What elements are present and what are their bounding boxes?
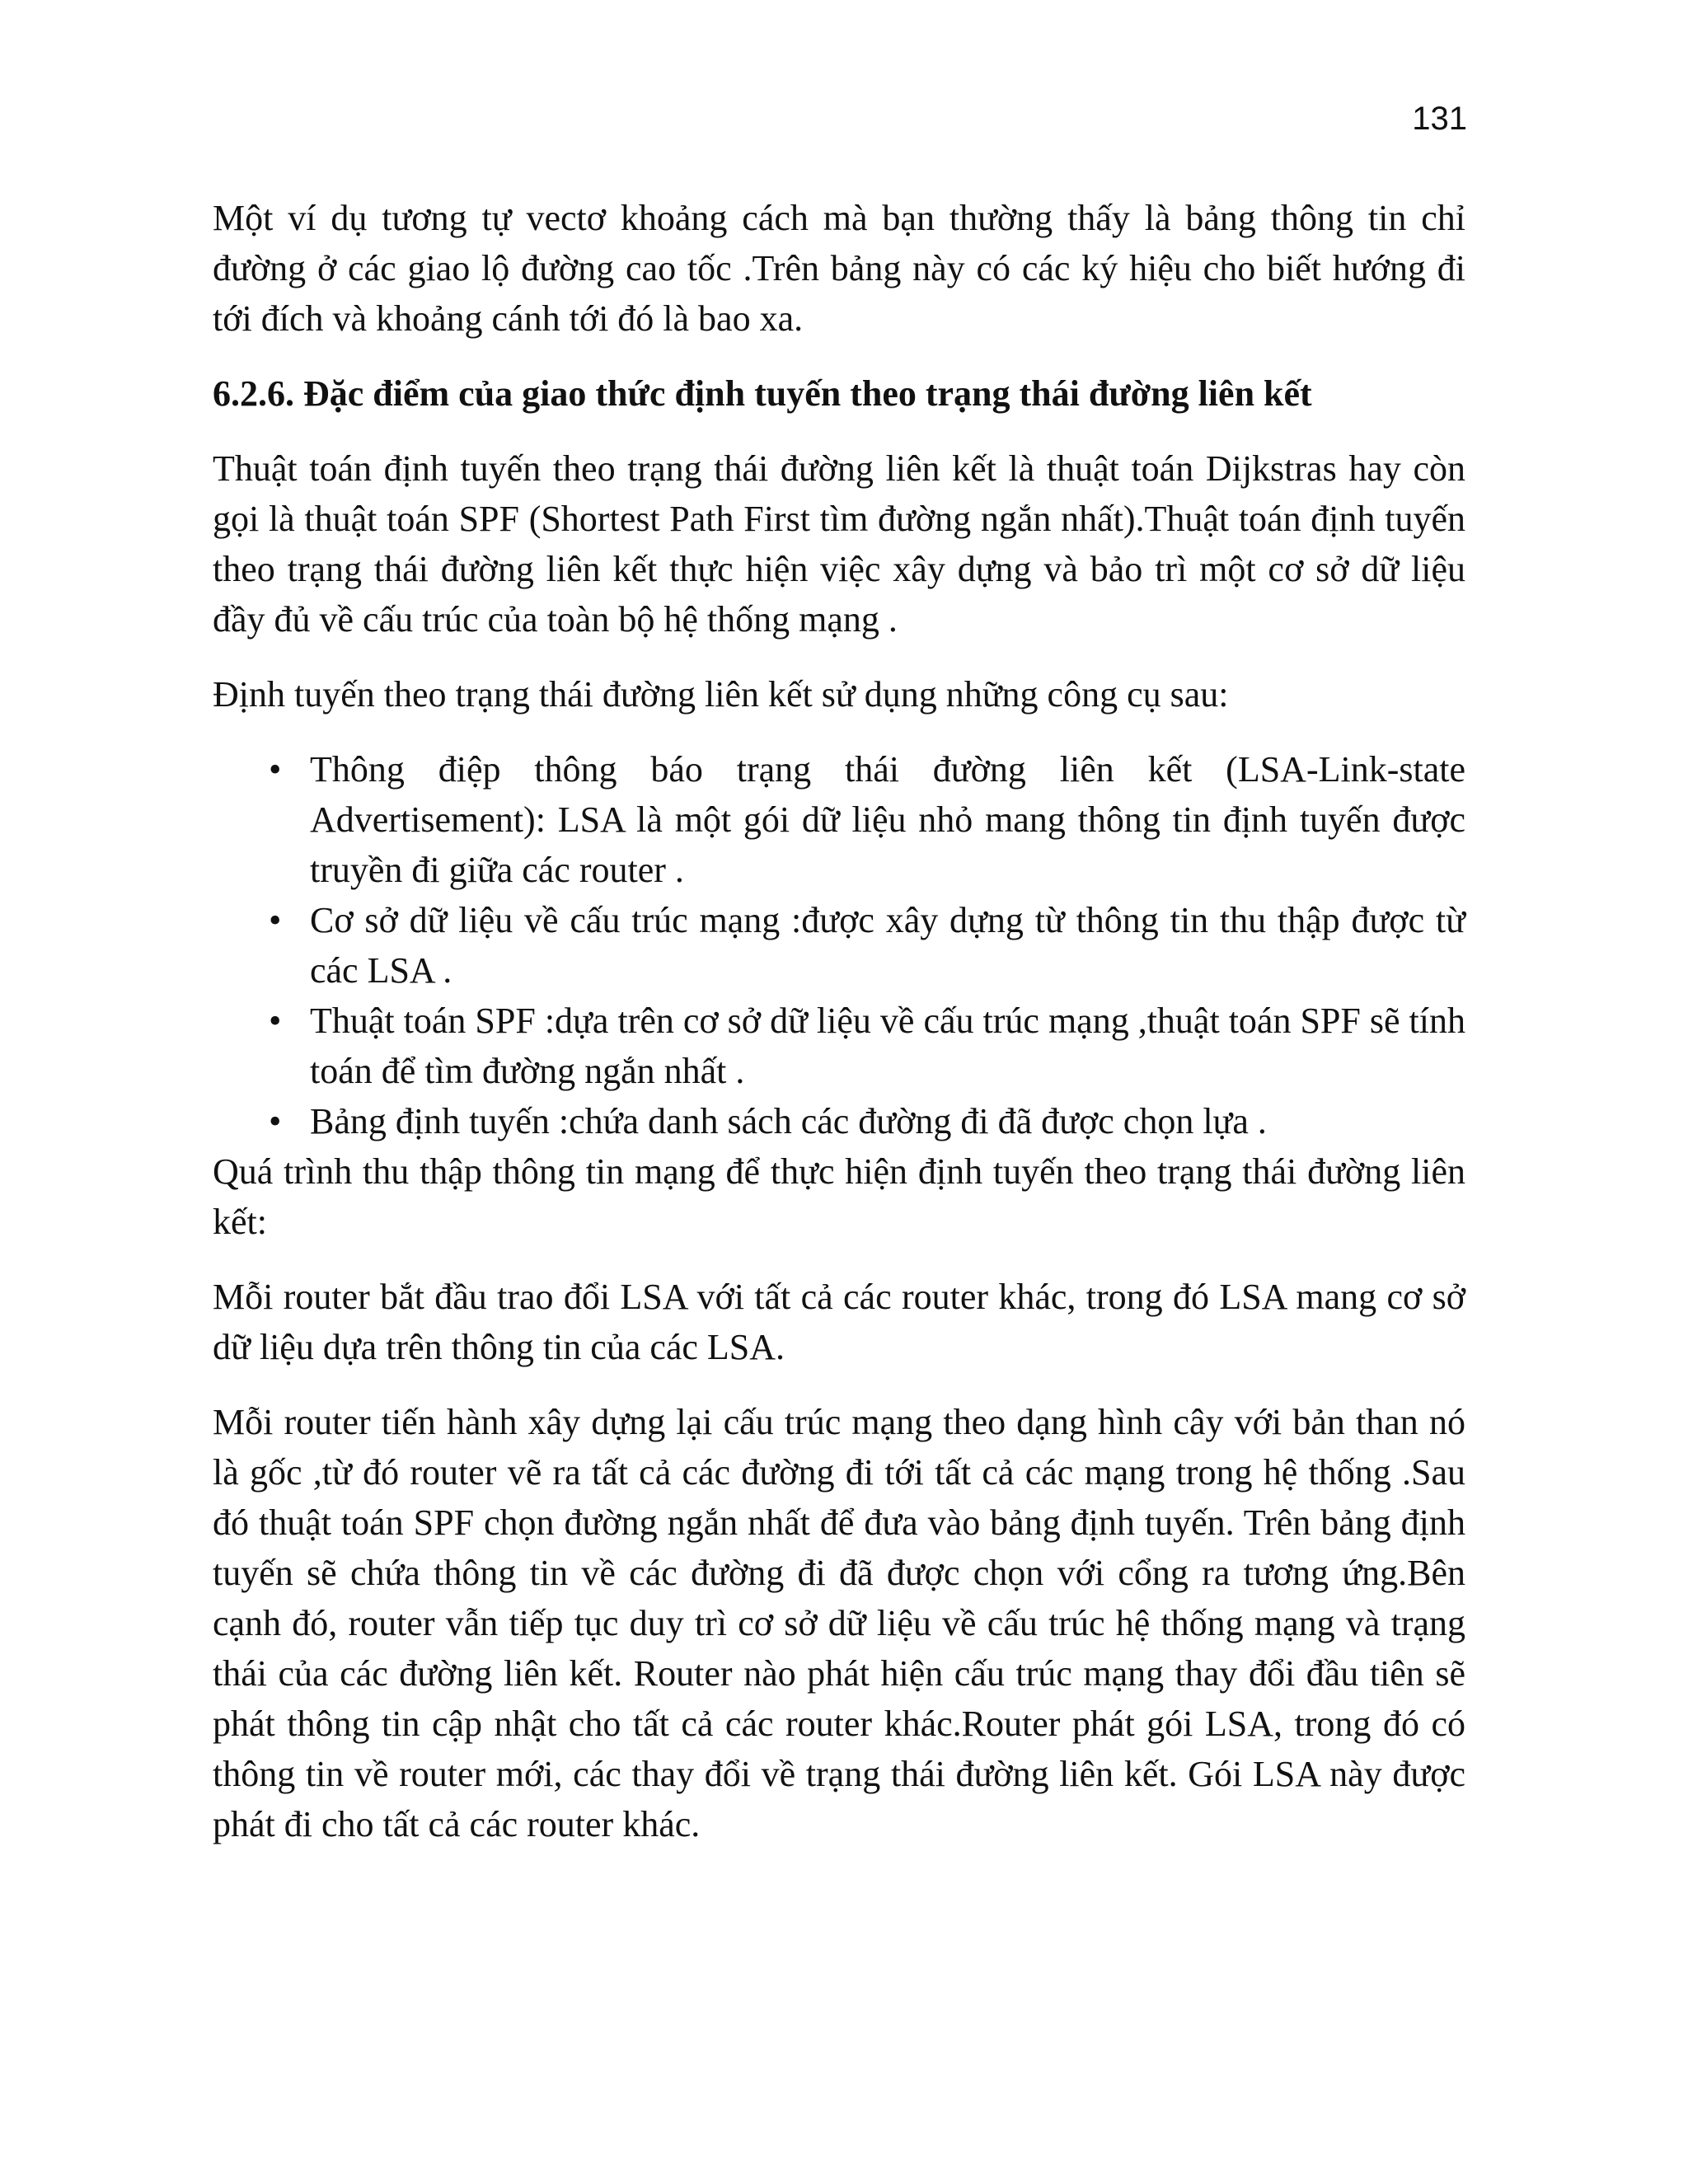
list-item-text: Thuật toán SPF :dựa trên cơ sở dữ liệu về cấu trúc mạng ,thuật toán SPF sẽ tính toán để tìm đường ngắn nhất . xyxy=(310,1001,1465,1091)
bullet-icon: • xyxy=(269,1001,282,1041)
list-item xyxy=(213,1096,1465,1146)
bullet-icon: • xyxy=(269,749,282,790)
tools-bullet-list xyxy=(213,744,1465,1146)
paragraph-algorithm: Thuật toán định tuyến theo trạng thái đường liên kết là thuật toán Dijkstras hay còn gọi là thuật toán SPF (Shortest Path First tìm đường ngắn nhất).Thuật toán định tuyến theo trạng thái đường liên kết thực hiện việc xây dựng và bảo trì một cơ sở dữ liệu đầy đủ về cấu trúc của toàn bộ hệ thống mạng . xyxy=(213,448,1465,640)
list-item xyxy=(213,744,1465,895)
paragraph-intro: Một ví dụ tương tự vectơ khoảng cách mà bạn thường thấy là bảng thông tin chỉ đường ở các giao lộ đường cao tốc .Trên bảng này có các ký hiệu cho biết hướng đi tới đích và khoảng cánh tới đó là bao xa. xyxy=(213,198,1465,339)
bullet-icon: • xyxy=(269,1101,282,1141)
section-heading: 6.2.6. Đặc điểm của giao thức định tuyến theo trạng thái đường liên kết xyxy=(213,373,1312,414)
document-body xyxy=(213,193,1465,1849)
page-number: 131 xyxy=(1412,101,1467,137)
list-item-text: Thông điệp thông báo trạng thái đường liên kết (LSA-Link-state Advertisement): LSA là một gói dữ liệu nhỏ mang thông tin định tuyến được truyền đi giữa các router . xyxy=(310,749,1465,890)
paragraph-lsa-exchange: Mỗi router bắt đầu trao đổi LSA với tất cả các router khác, trong đó LSA mang cơ sở dữ liệu dựa trên thông tin của các LSA. xyxy=(213,1277,1465,1367)
bullet-icon: • xyxy=(269,900,282,940)
paragraph-process-intro: Quá trình thu thập thông tin mạng để thực hiện định tuyến theo trạng thái đường liên kết: xyxy=(213,1151,1465,1242)
paragraph-tools-intro: Định tuyến theo trạng thái đường liên kết sử dụng những công cụ sau: xyxy=(213,674,1229,715)
list-item-text: Cơ sở dữ liệu về cấu trúc mạng :được xây dựng từ thông tin thu thập được từ các LSA . xyxy=(310,900,1465,991)
list-item-text: Bảng định tuyến :chứa danh sách các đường đi đã được chọn lựa . xyxy=(310,1101,1267,1141)
list-item xyxy=(213,996,1465,1096)
paragraph-tree-build: Mỗi router tiến hành xây dựng lại cấu trúc mạng theo dạng hình cây với bản than nó là gốc ,từ đó router vẽ ra tất cả các đường đi tới tất cả các mạng trong hệ thống .Sau đó thuật toán SPF chọn đường ngắn nhất để đưa vào bảng định tuyến. Trên bảng định tuyến sẽ chứa thông tin về các đường đi đã được chọn với cổng ra tương ứng.Bên cạnh đó, router vẫn tiếp tục duy trì cơ sở dữ liệu về cấu trúc hệ thống mạng và trạng thái của các đường liên kết. Router nào phát hiện cấu trúc mạng thay đổi đầu tiên sẽ phát thông tin cập nhật cho tất cả các router khác.Router phát gói LSA, trong đó có thông tin về router mới, các thay đổi về trạng thái đường liên kết. Gói LSA này được phát đi cho tất cả các router khác. xyxy=(213,1402,1465,1844)
list-item xyxy=(213,895,1465,996)
